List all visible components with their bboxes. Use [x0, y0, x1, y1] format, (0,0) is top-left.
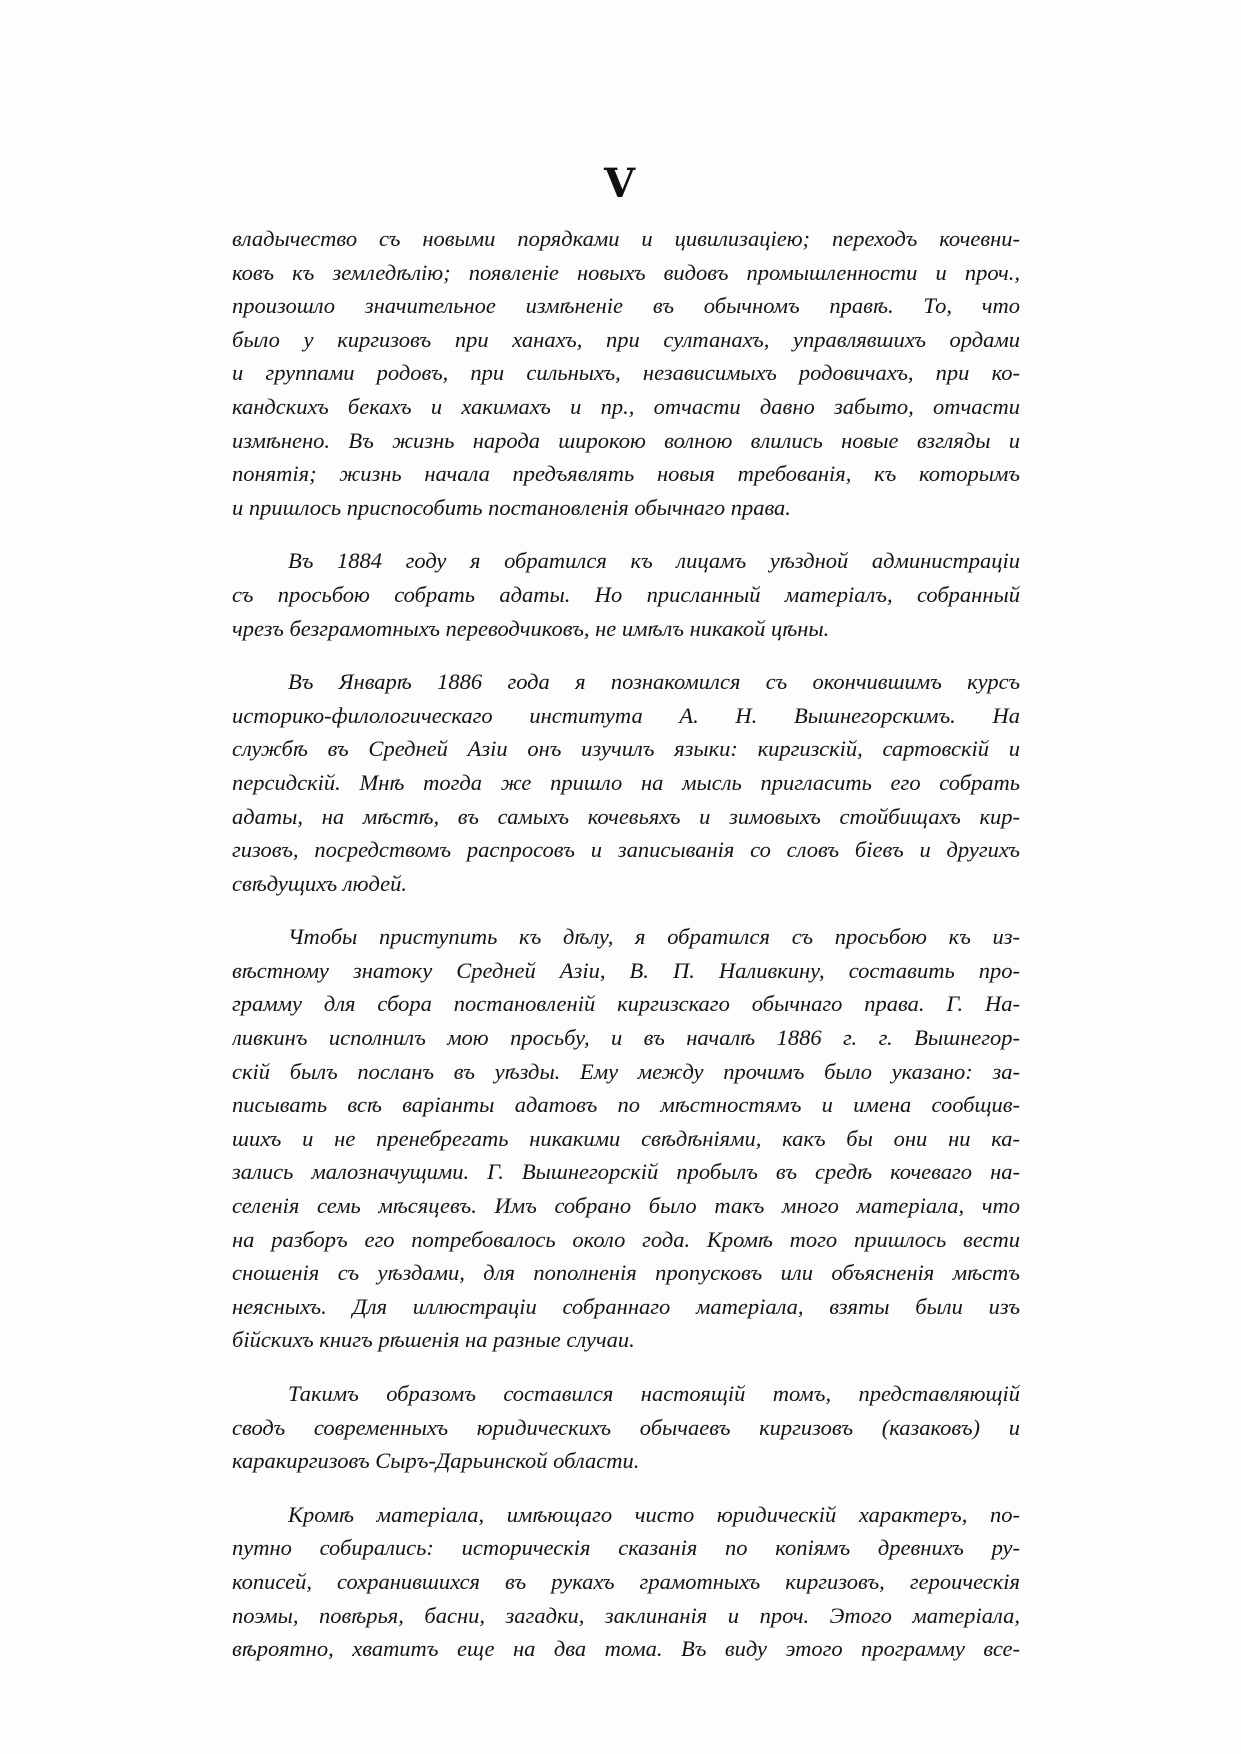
paragraph-4 [232, 920, 1020, 1357]
text-line: кописей, сохранившихся въ рукахъ грамотныхъ киргизовъ, героическiя [232, 1568, 1020, 1594]
text-line: и группами родовъ, при сильныхъ, независимыхъ родовичахъ, при ко- [232, 360, 1020, 386]
text-line: сводъ современныхъ юридическихъ обычаевъ киргизовъ (казаковъ) и [232, 1414, 1020, 1440]
text-line: зались малозначущими. Г. Вышнегорскiй пробылъ въ средѣ кочеваго на- [232, 1159, 1020, 1185]
text-line: писывать всѣ варiанты адатовъ по мѣстностямъ и имена сообщив- [232, 1092, 1020, 1118]
text-line: путно собирались: историческiя сказанiя по копiямъ древнихъ ру- [232, 1535, 1020, 1561]
text-line: шихъ и не пренебрегать никакими свѣдѣнiями, какъ бы они ни ка- [232, 1125, 1020, 1151]
text-line: сношенiя съ уѣздами, для пополненiя пропусковъ или объясненiя мѣстъ [232, 1260, 1020, 1286]
text-line: Чтобы приступить къ дѣлу, я обратился съ просьбою къ из- [288, 924, 1020, 950]
paragraph-6 [232, 1498, 1020, 1666]
text-line: владычество съ новыми порядками и цивилизацiею; переходъ кочевни- [232, 226, 1020, 251]
text-line: вѣроятно, хватитъ еще на два тома. Въ виду этого программу все- [232, 1636, 1020, 1662]
body-text [232, 222, 1020, 1666]
text-line: Такимъ образомъ составился настоящiй томъ, представляющiй [288, 1381, 1020, 1406]
text-line: Въ Январѣ 1886 года я познакомился съ окончившимъ курсъ [288, 669, 1020, 695]
paragraph-5 [232, 1377, 1020, 1478]
text-line: Въ 1884 году я обратился къ лицамъ уѣздной администрацiи [288, 548, 1020, 574]
text-line: съ просьбою собрать адаты. Но присланный матерiалъ, собранный [232, 581, 1020, 607]
text-line: адаты, на мѣстѣ, въ самыхъ кочевьяхъ и зимовыхъ стойбищахъ кир- [232, 803, 1020, 829]
text-line: вѣстному знатоку Средней Азiи, В. П. Наливкину, составить про- [232, 957, 1020, 983]
text-line: селенiя семь мѣсяцевъ. Имъ собрано было такъ много матерiала, что [232, 1193, 1020, 1219]
text-line: историко-филологическаго института А. Н. Вышнегорскимъ. На [232, 702, 1020, 728]
text-line: неясныхъ. Для иллюстрацiи собраннаго матерiала, взяты были изъ [232, 1293, 1020, 1319]
text-line: свѣдущихъ людей. [232, 870, 407, 896]
paragraph-2 [232, 544, 1020, 645]
text-line: было у киргизовъ при ханахъ, при султанахъ, управлявшихъ ордами [232, 326, 1020, 352]
text-line: ливкинъ исполнилъ мою просьбу, и въ началѣ 1886 г. г. Вышнегор- [232, 1025, 1020, 1051]
text-line: ковъ къ земледѣлiю; появленiе новыхъ видовъ промышленности и проч., [232, 259, 1020, 285]
text-line: каракиргизовъ Сыръ-Дарьинской области. [232, 1448, 640, 1474]
text-line: скiй былъ посланъ въ уѣзды. Ему между прочимъ было указано: за- [232, 1058, 1020, 1084]
text-line: понятiя; жизнь начала предъявлять новыя требованiя, къ которымъ [232, 461, 1020, 487]
text-line: поэмы, повѣрья, басни, загадки, заклинанiя и проч. Этого матерiала, [232, 1602, 1020, 1628]
text-line: гизовъ, посредствомъ распросовъ и записыванiя со словъ бiевъ и другихъ [232, 837, 1020, 863]
text-line: кандскихъ бекахъ и хакимахъ и пр., отчасти давно забыто, отчасти [232, 393, 1020, 419]
paragraph-3 [232, 665, 1020, 900]
text-line: службѣ въ Средней Азiи онъ изучилъ языки: киргизскiй, сартовскiй и [232, 736, 1020, 762]
text-line: произошло значительное измѣненiе въ обычномъ правѣ. То, что [232, 293, 1020, 319]
text-line: и пришлось приспособить постановленiя обычнаго права. [232, 494, 791, 520]
paragraph-1 [232, 222, 1020, 524]
text-line: чрезъ безграмотныхъ переводчиковъ, не имѣлъ никакой цѣны. [232, 615, 830, 641]
page-number: V [603, 160, 638, 207]
text-line: персидскiй. Мнѣ тогда же пришло на мысль пригласить его собрать [232, 769, 1020, 795]
text-line: бiйскихъ книгъ рѣшенiя на разные случаи. [232, 1327, 635, 1353]
text-line: Кромѣ матерiала, имѣющаго чисто юридическiй характеръ, по- [288, 1501, 1020, 1527]
text-line: измѣнено. Въ жизнь народа широкою волною влились новые взгляды и [232, 427, 1020, 453]
text-line: на разборъ его потребовалось около года. Кромѣ того пришлось вести [232, 1226, 1020, 1252]
text-line: грамму для сбора постановленiй киргизскаго обычнаго права. Г. На- [232, 991, 1020, 1017]
